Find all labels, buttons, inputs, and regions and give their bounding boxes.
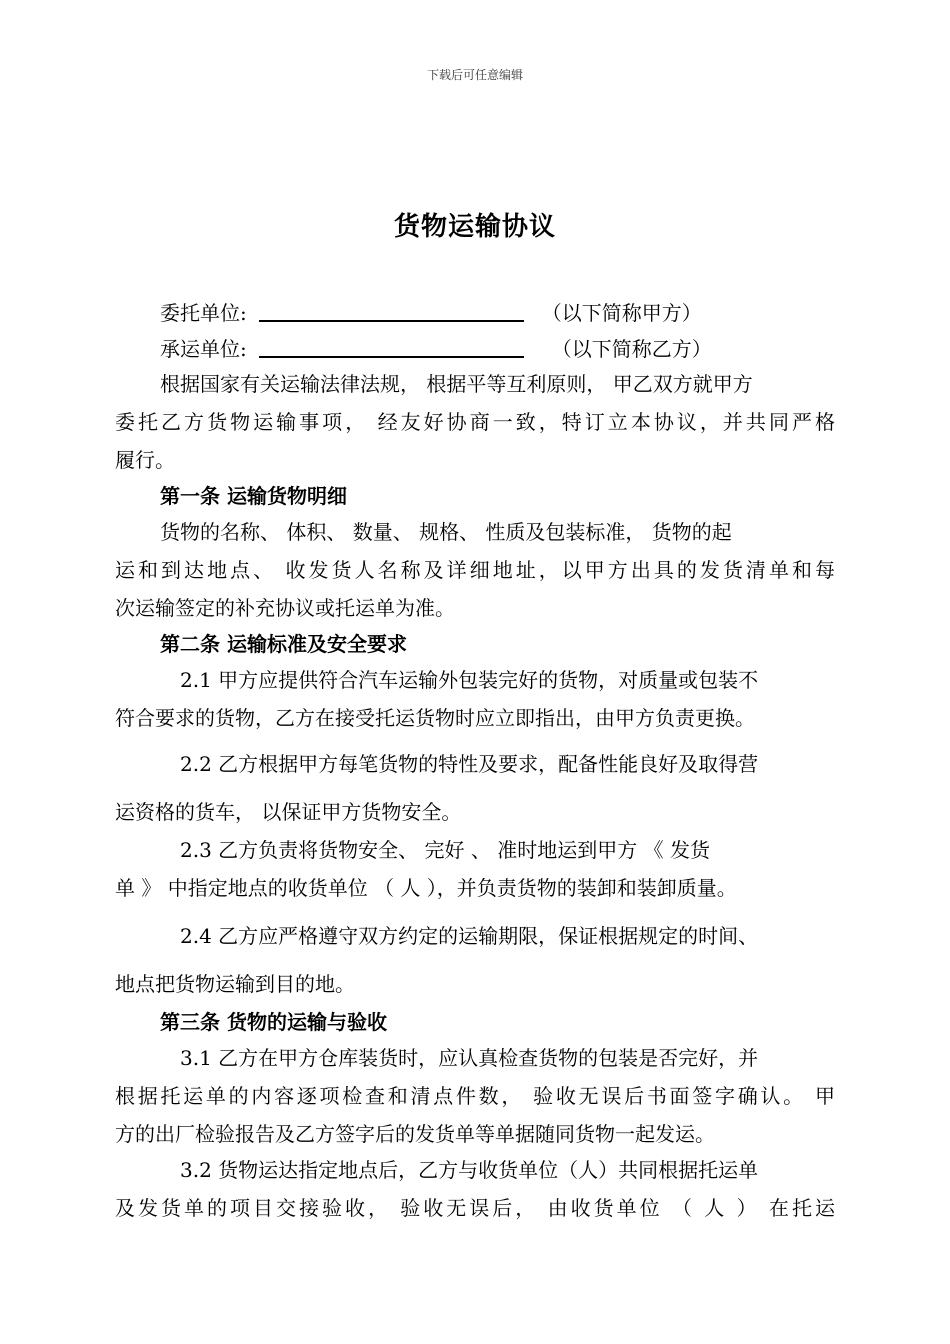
clause-2-1-line-2: 符合要求的货物，乙方在接受托运货物时应立即指出，由甲方负责更换。 — [115, 706, 755, 730]
clause-2-2-line-1: 2.2 乙方根据甲方每笔货物的特性及要求，配备性能良好及取得营 — [180, 752, 759, 776]
clause-3-1-line-2: 根据托运单的内容逐项检查和清点件数， 验收无误后书面签字确认。 甲 — [115, 1084, 835, 1108]
clause-3-1-line-1: 3.1 乙方在甲方仓库装货时，应认真检查货物的包装是否完好，并 — [180, 1046, 759, 1070]
clause-2-2-line-2: 运资格的货车， 以保证甲方货物安全。 — [115, 800, 462, 824]
consignor-row — [160, 298, 702, 327]
consignor-label: 委托单位: — [160, 301, 247, 325]
article-1-line-2: 运和到达地点、 收发货人名称及详细地址，以甲方出具的发货清单和每 — [115, 558, 835, 582]
clause-3-1-line-3: 方的出厂检验报告及乙方签字后的发货单等单据随同货物一起发运。 — [115, 1122, 715, 1146]
clause-2-1-line-1: 2.1 甲方应提供符合汽车运输外包装完好的货物，对质量或包装不 — [180, 668, 759, 692]
article-3-title: 第三条 货物的运输与验收 — [160, 1010, 387, 1034]
article-1-line-1: 货物的名称、 体积、 数量、 规格、 性质及包装标准， 货物的起 — [160, 520, 732, 544]
consignor-suffix: （以下简称甲方） — [541, 301, 702, 325]
clause-3-2-line-2: 及发货单的项目交接验收， 验收无误后， 由收货单位 （ 人 ） 在托运 — [115, 1196, 835, 1220]
clause-2-4-line-1: 2.4 乙方应严格遵守双方约定的运输期限，保证根据规定的时间、 — [180, 924, 759, 948]
consignor-blank-field — [259, 298, 524, 322]
article-1-line-3: 次运输签定的补充协议或托运单为准。 — [115, 596, 455, 620]
intro-line-1: 根据国家有关运输法律法规， 根据平等互利原则， 甲乙双方就甲方 — [160, 372, 753, 396]
document-title: 货物运输协议 — [393, 212, 556, 242]
carrier-suffix: （以下简称乙方） — [551, 337, 712, 361]
clause-3-2-line-1: 3.2 货物运达指定地点后，乙方与收货单位（人）共同根据托运单 — [180, 1158, 759, 1182]
intro-line-2: 委托乙方货物运输事项， 经友好协商一致，特订立本协议，并共同严格 — [115, 410, 835, 434]
carrier-row — [160, 334, 712, 363]
clause-2-3-line-2: 单 》 中指定地点的收货单位 （ 人 ），并负责货物的装卸和装卸质量。 — [115, 876, 737, 900]
carrier-blank-field — [259, 334, 524, 358]
header-note: 下载后可任意编辑 — [426, 68, 523, 82]
clause-2-4-line-2: 地点把货物运输到目的地。 — [115, 972, 355, 996]
article-1-title: 第一条 运输货物明细 — [160, 484, 347, 508]
carrier-label: 承运单位: — [160, 337, 247, 361]
intro-line-3: 履行。 — [115, 448, 175, 472]
article-2-title: 第二条 运输标准及安全要求 — [160, 632, 407, 656]
clause-2-3-line-1: 2.3 乙方负责将货物安全、 完好 、 准时地运到甲方 《 发货 — [180, 838, 710, 862]
